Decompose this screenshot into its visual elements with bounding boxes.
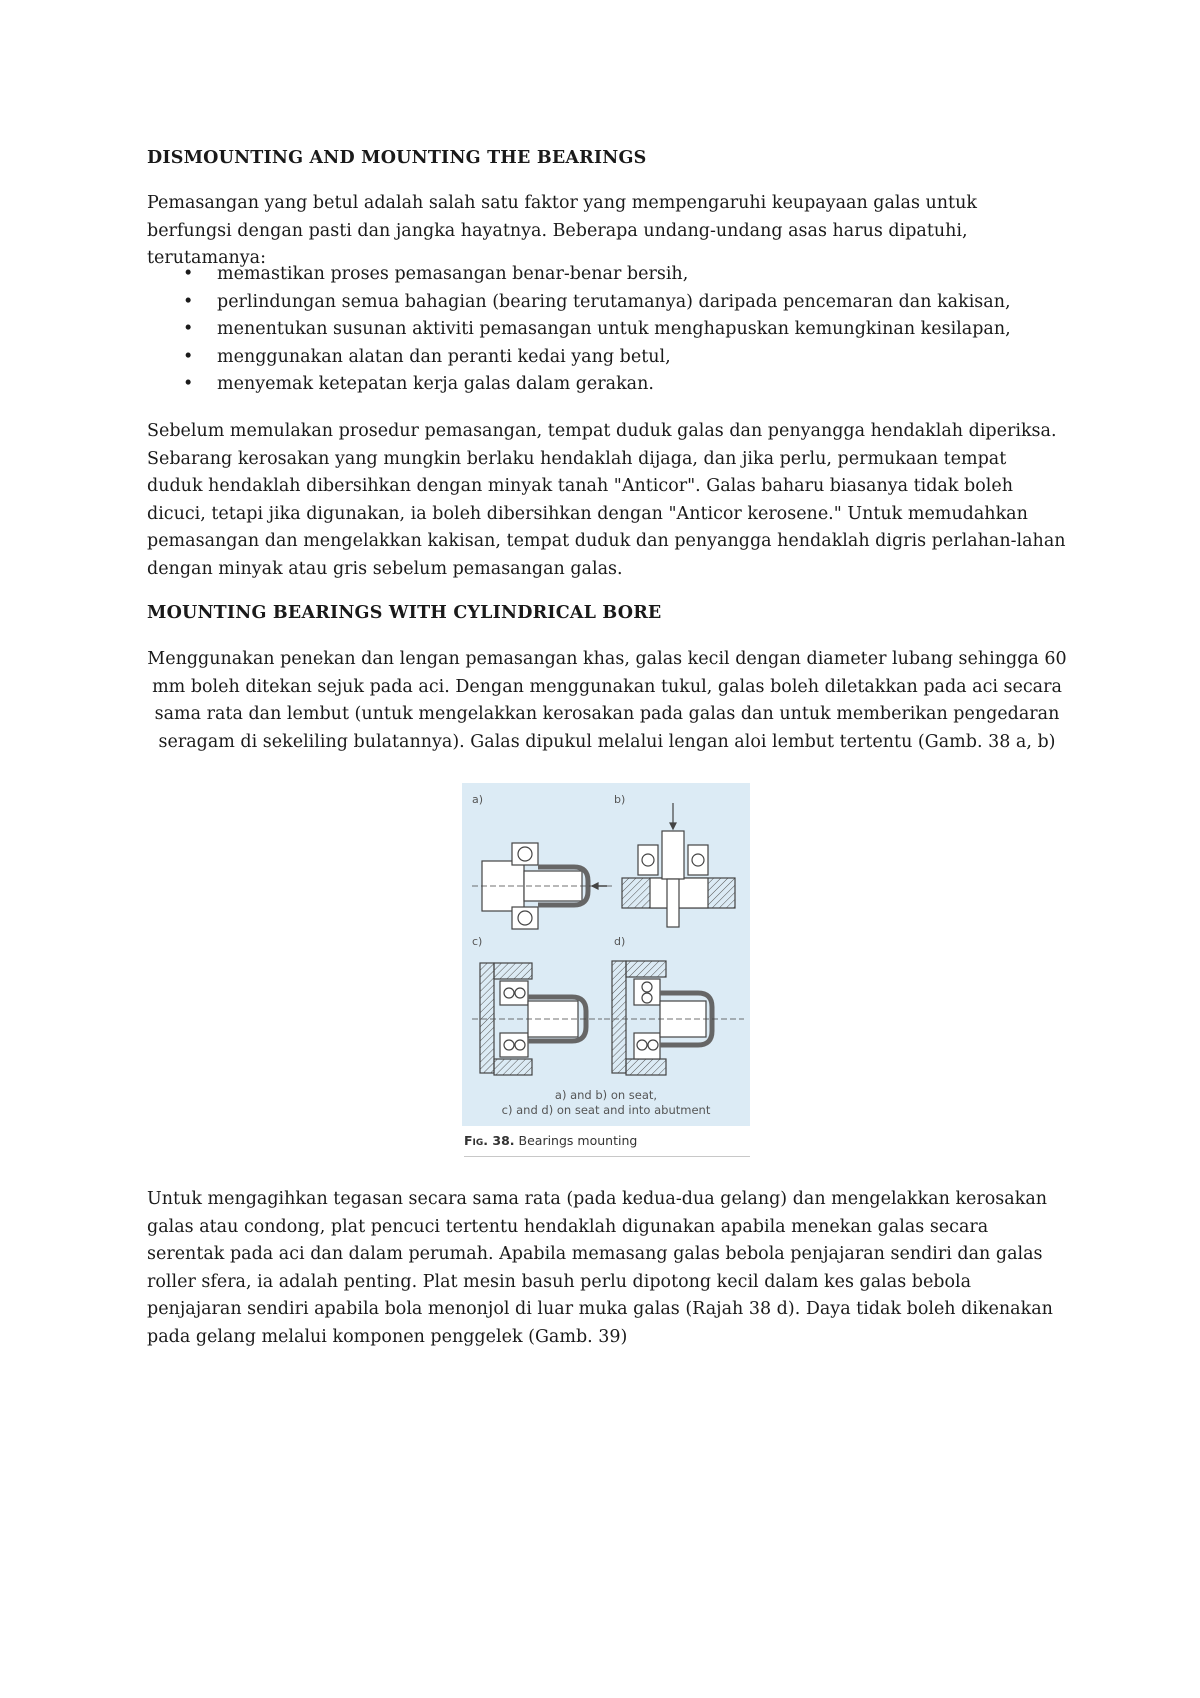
panel-label-c: c) [472, 935, 483, 948]
figure-caption [464, 1133, 750, 1157]
list-item [147, 316, 1011, 344]
bullet-icon: • [183, 264, 194, 284]
figure-note-line2: c) and d) on seat and into abutment [501, 1103, 711, 1117]
list-item [147, 261, 1011, 289]
list-item-text: perlindungan semua bahagian (bearing terutamanya) daripada pencemaran dan kakisan, [217, 291, 1011, 312]
bearings-mounting-figure [462, 783, 752, 1163]
list-item-text: menyemak ketepatan kerja galas dalam gerakan. [217, 374, 654, 394]
bearings-mounting-drawing [462, 783, 750, 1126]
washer-paragraph: Untuk mengagihkan tegasan secara sama rata (pada kedua-dua gelang) dan mengelakkan kerosakan galas atau condong, plat pencuci tertentu hendaklah digunakan apabila menekan galas secara serentak pada aci dan dalam perumah. Apabila memasang galas bebola penjajaran sendiri dan galas roller sfera, ia adalah penting. Plat mesin basuh perlu dipotong kecil dalam kes galas bebola penjajaran sendiri apabila bola menonjol di luar muka galas (Rajah 38 d). Daya tidak boleh dikenakan pada gelang melalui komponen penggelek (Gamb. 39) [147, 1189, 1053, 1347]
list-item [147, 344, 1011, 372]
list-item-text: menentukan susunan aktiviti pemasangan untuk menghapuskan kemungkinan kesilapan, [217, 319, 1011, 339]
figure-number: Fig. 38. [464, 1133, 515, 1148]
inspection-paragraph: Sebelum memulakan prosedur pemasangan, tempat duduk galas dan penyangga hendaklah diperiksa. Sebarang kerosakan yang mungkin berlaku hendaklah dijaga, dan jika perlu, permukaan tempat duduk hendaklah dibersihkan dengan minyak tanah "Anticor". Galas baharu biasanya tidak boleh dicuci, tetapi jika digunakan, ia boleh dibersihkan dengan "Anticor kerosene." Untuk memudahkan pemasangan dan mengelakkan kakisan, tempat duduk dan penyangga hendaklah digris perlahan-lahan dengan minyak atau gris sebelum pemasangan galas. [147, 421, 1066, 579]
mounting-paragraph: Menggunakan penekan dan lengan pemasangan khas, galas kecil dengan diameter lubang sehingga 60 mm boleh ditekan sejuk pada aci. Dengan menggunakan tukul, galas boleh diletakkan pada aci secara sama rata dan lembut (untuk mengelakkan kerosakan pada galas dan untuk memberikan pengedaran seragam di sekeliling bulatannya). Galas dipukul melalui lengan aloi lembut tertentu (Gamb. 38 a, b) [147, 649, 1067, 752]
bullet-icon: • [183, 291, 194, 312]
section-heading-dismounting: DISMOUNTING AND MOUNTING THE BEARINGS [147, 148, 647, 168]
bullet-icon: • [183, 346, 194, 367]
panel-label-a: a) [472, 793, 484, 806]
bullet-icon: • [183, 374, 194, 394]
list-item-text: menggunakan alatan dan peranti kedai yang betul, [217, 346, 671, 367]
list-item [147, 371, 1011, 399]
list-item-text: memastikan proses pemasangan benar-benar bersih, [217, 264, 689, 284]
list-item [147, 289, 1011, 317]
figure-note-line1: a) and b) on seat, [554, 1088, 658, 1102]
panel-label-b: b) [614, 793, 626, 806]
figure-caption-text: Bearings mounting [518, 1133, 638, 1148]
intro-paragraph: Pemasangan yang betul adalah salah satu faktor yang mempengaruhi keupayaan galas untuk berfungsi dengan pasti dan jangka hayatnya. Beberapa undang-undang asas harus dipatuhi, terutamanya: [147, 193, 977, 268]
bullet-icon: • [183, 319, 194, 339]
section-heading-cylindrical-bore: MOUNTING BEARINGS WITH CYLINDRICAL BORE [147, 603, 662, 623]
requirements-list [147, 261, 1011, 399]
panel-label-d: d) [614, 935, 626, 948]
